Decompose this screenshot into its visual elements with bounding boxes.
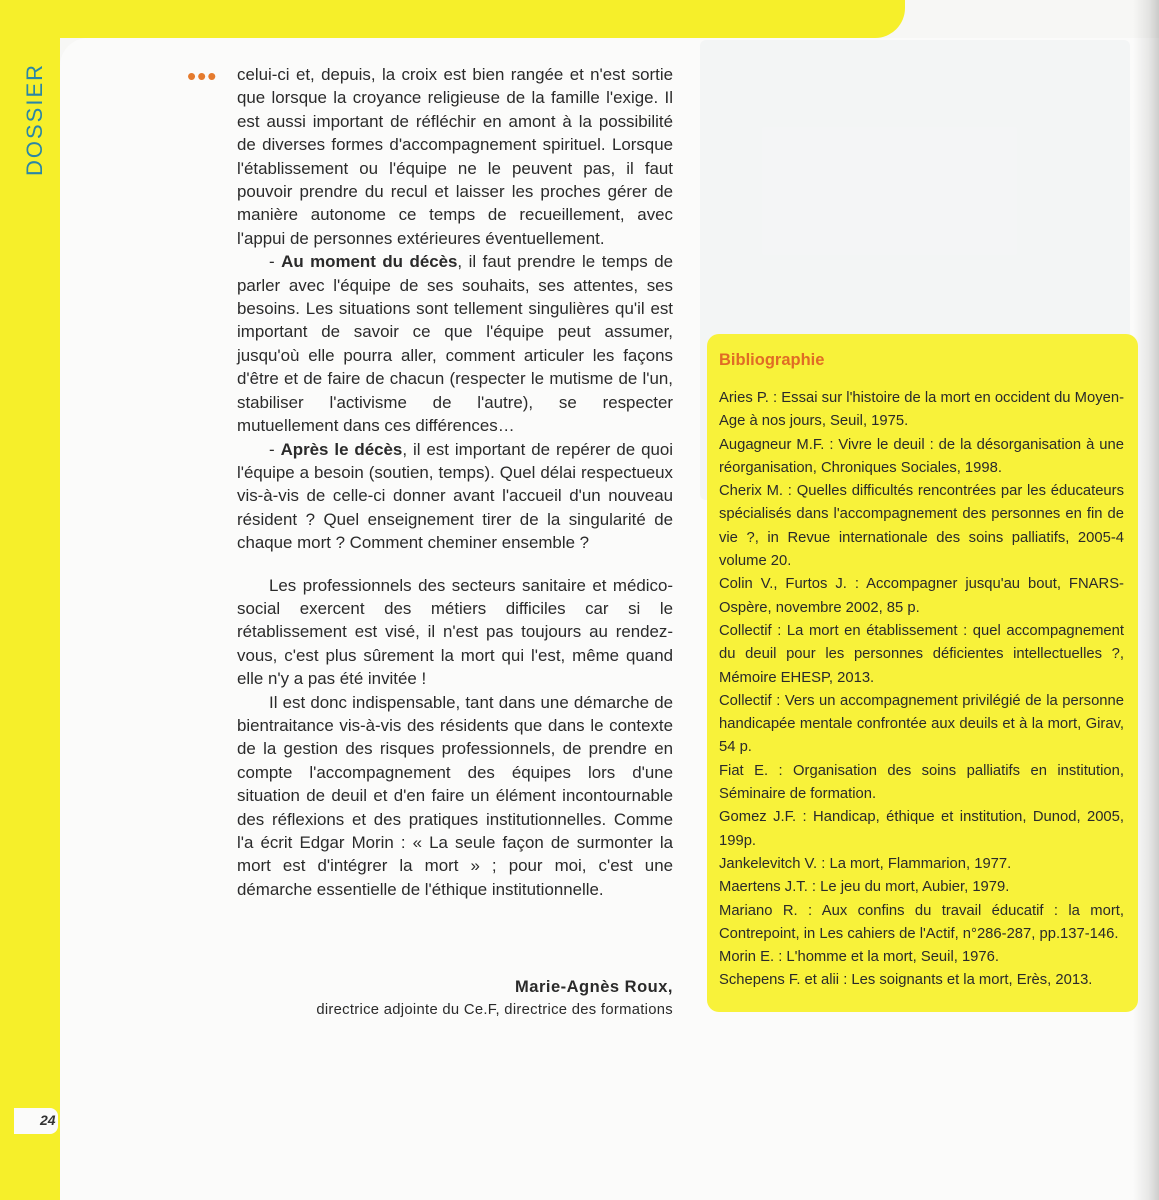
- paragraph-5: Il est donc indispensable, tant dans une démarche de bientraitance vis-à-vis des résidents que dans le contexte de la gestion des risques professionnels, de prendre en compte l'accompagnement des équipes lors d'une situation de deuil et d'en faire un élément incontournable des réflexions et des pratiques institutionnelles. Comme l'a écrit Edgar Morin : « La seule façon de surmonter la mort est d'intégrer la mort » ; pour moi, c'est une démarche essentielle de l'éthique institutionnelle.: [237, 692, 673, 899]
- bibliography-entry: Maertens J.T. : Le jeu du mort, Aubier, 1979.: [719, 879, 1010, 896]
- paragraph-3-heading: Après le décès: [280, 439, 403, 459]
- bibliography-entry: Mariano R. : Aux confins du travail éducatif : la mort, Contrepoint, in Les cahiers de l'Actif, n°286-287, pp.137-146.: [719, 902, 1124, 942]
- bibliography-entry: Augagneur M.F. : Vivre le deuil : de la désorganisation à une réorganisation, Chroniques Sociales, 1998.: [719, 436, 1124, 476]
- page-number-tab: [14, 1108, 58, 1134]
- bibliography-title: Bibliographie: [719, 351, 825, 369]
- bibliography-list: [719, 387, 1124, 993]
- author-role: directrice adjointe du Ce.F, directrice des formations: [316, 1002, 673, 1018]
- article-body: [237, 63, 673, 901]
- bibliography-entry: Jankelevitch V. : La mort, Flammarion, 1977.: [719, 855, 1012, 872]
- bibliography-entry: Aries P. : Essai sur l'histoire de la mort en occident du Moyen-Age à nos jours, Seuil, 1975.: [719, 390, 1124, 430]
- page-number: 24: [40, 1112, 56, 1128]
- bibliography-entry: Collectif : Vers un accompagnement privilégié de la personne handicapée mentale confrontée aux deuils et à la mort, Girav, 54 p.: [719, 692, 1124, 756]
- bibliography-entry: Fiat E. : Organisation des soins palliatifs en institution, Séminaire de formation.: [719, 762, 1124, 803]
- bibliography-box: [707, 334, 1138, 1012]
- paragraph-2-heading: Au moment du décès: [281, 252, 458, 272]
- bibliography-entry: Morin E. : L'homme et la mort, Seuil, 1976.: [719, 949, 999, 966]
- paragraph-3: - Après le décès, il est important de repérer de quoi l'équipe a besoin (soutien, temps). Quel délai respectueux vis-à-vis de celle-ci donner avant l'accueil d'un nouveau résident ? Quel enseignement tirer de la singularité de chaque mort ? Comment cheminer ensemble ?: [237, 439, 674, 553]
- continuation-dots-icon: •••: [187, 61, 218, 91]
- section-label-text: DOSSIER: [22, 62, 47, 176]
- bibliography-entry: Gomez J.F. : Handicap, éthique et institution, Dunod, 2005, 199p.: [719, 809, 1124, 849]
- author-name: Marie-Agnès Roux,: [515, 978, 673, 996]
- paragraph-2: - Au moment du décès, il faut prendre le temps de parler avec l'équipe de ses souhaits, ses attentes, ses besoins. Les situations sont tellement singulières qu'il est important de savoir ce que l'équipe peut assumer, jusqu'où elle pourra aller, comment articuler les façons d'être et de faire de chacun (respecter le mutisme de l'un, stabiliser l'activisme de l'autre), se respecter mutuellement dans ces différences…: [237, 252, 673, 436]
- signature: [237, 975, 673, 1021]
- section-label: [14, 48, 54, 178]
- paragraph-1: celui-ci et, depuis, la croix est bien rangée et n'est sortie que lorsque la croyance religieuse de la famille l'exige. Il est aussi important de réfléchir en amont à la possibilité de diverses formes d'accompagnement spirituel. Lorsque l'établissement ou l'équipe ne le peuvent pas, il faut pouvoir prendre du recul et laisser les proches gérer de manière autonome ce temps de recueillement, avec l'appui de personnes extérieures éventuellement.: [237, 65, 673, 248]
- yellow-margin-band: [0, 0, 60, 1200]
- bibliography-entry: Cherix M. : Quelles difficultés rencontrées par les éducateurs spécialisés dans l'accompagnement des personnes en fin de vie ?, in Revue internationale des soins palliatifs, 2005-4 volume 20.: [719, 483, 1124, 570]
- bibliography-entry: Colin V., Furtos J. : Accompagner jusqu'au bout, FNARS-Ospère, novembre 2002, 85 p.: [719, 576, 1124, 616]
- yellow-top-band: [0, 0, 905, 38]
- paragraph-4: Les professionnels des secteurs sanitaire et médico-social exercent des métiers difficiles car si le rétablissement est visé, il n'est pas toujours au rendez-vous, c'est plus sûrement la mort qui l'est, même quand elle n'y a pas été invitée !: [237, 575, 673, 689]
- bibliography-entry: Schepens F. et alii : Les soignants et la mort, Erès, 2013.: [719, 972, 1093, 989]
- bibliography-entry: Collectif : La mort en établissement : quel accompagnement du deuil pour les personnes déficientes intellectuelles ?, Mémoire EHESP, 2013.: [719, 622, 1124, 686]
